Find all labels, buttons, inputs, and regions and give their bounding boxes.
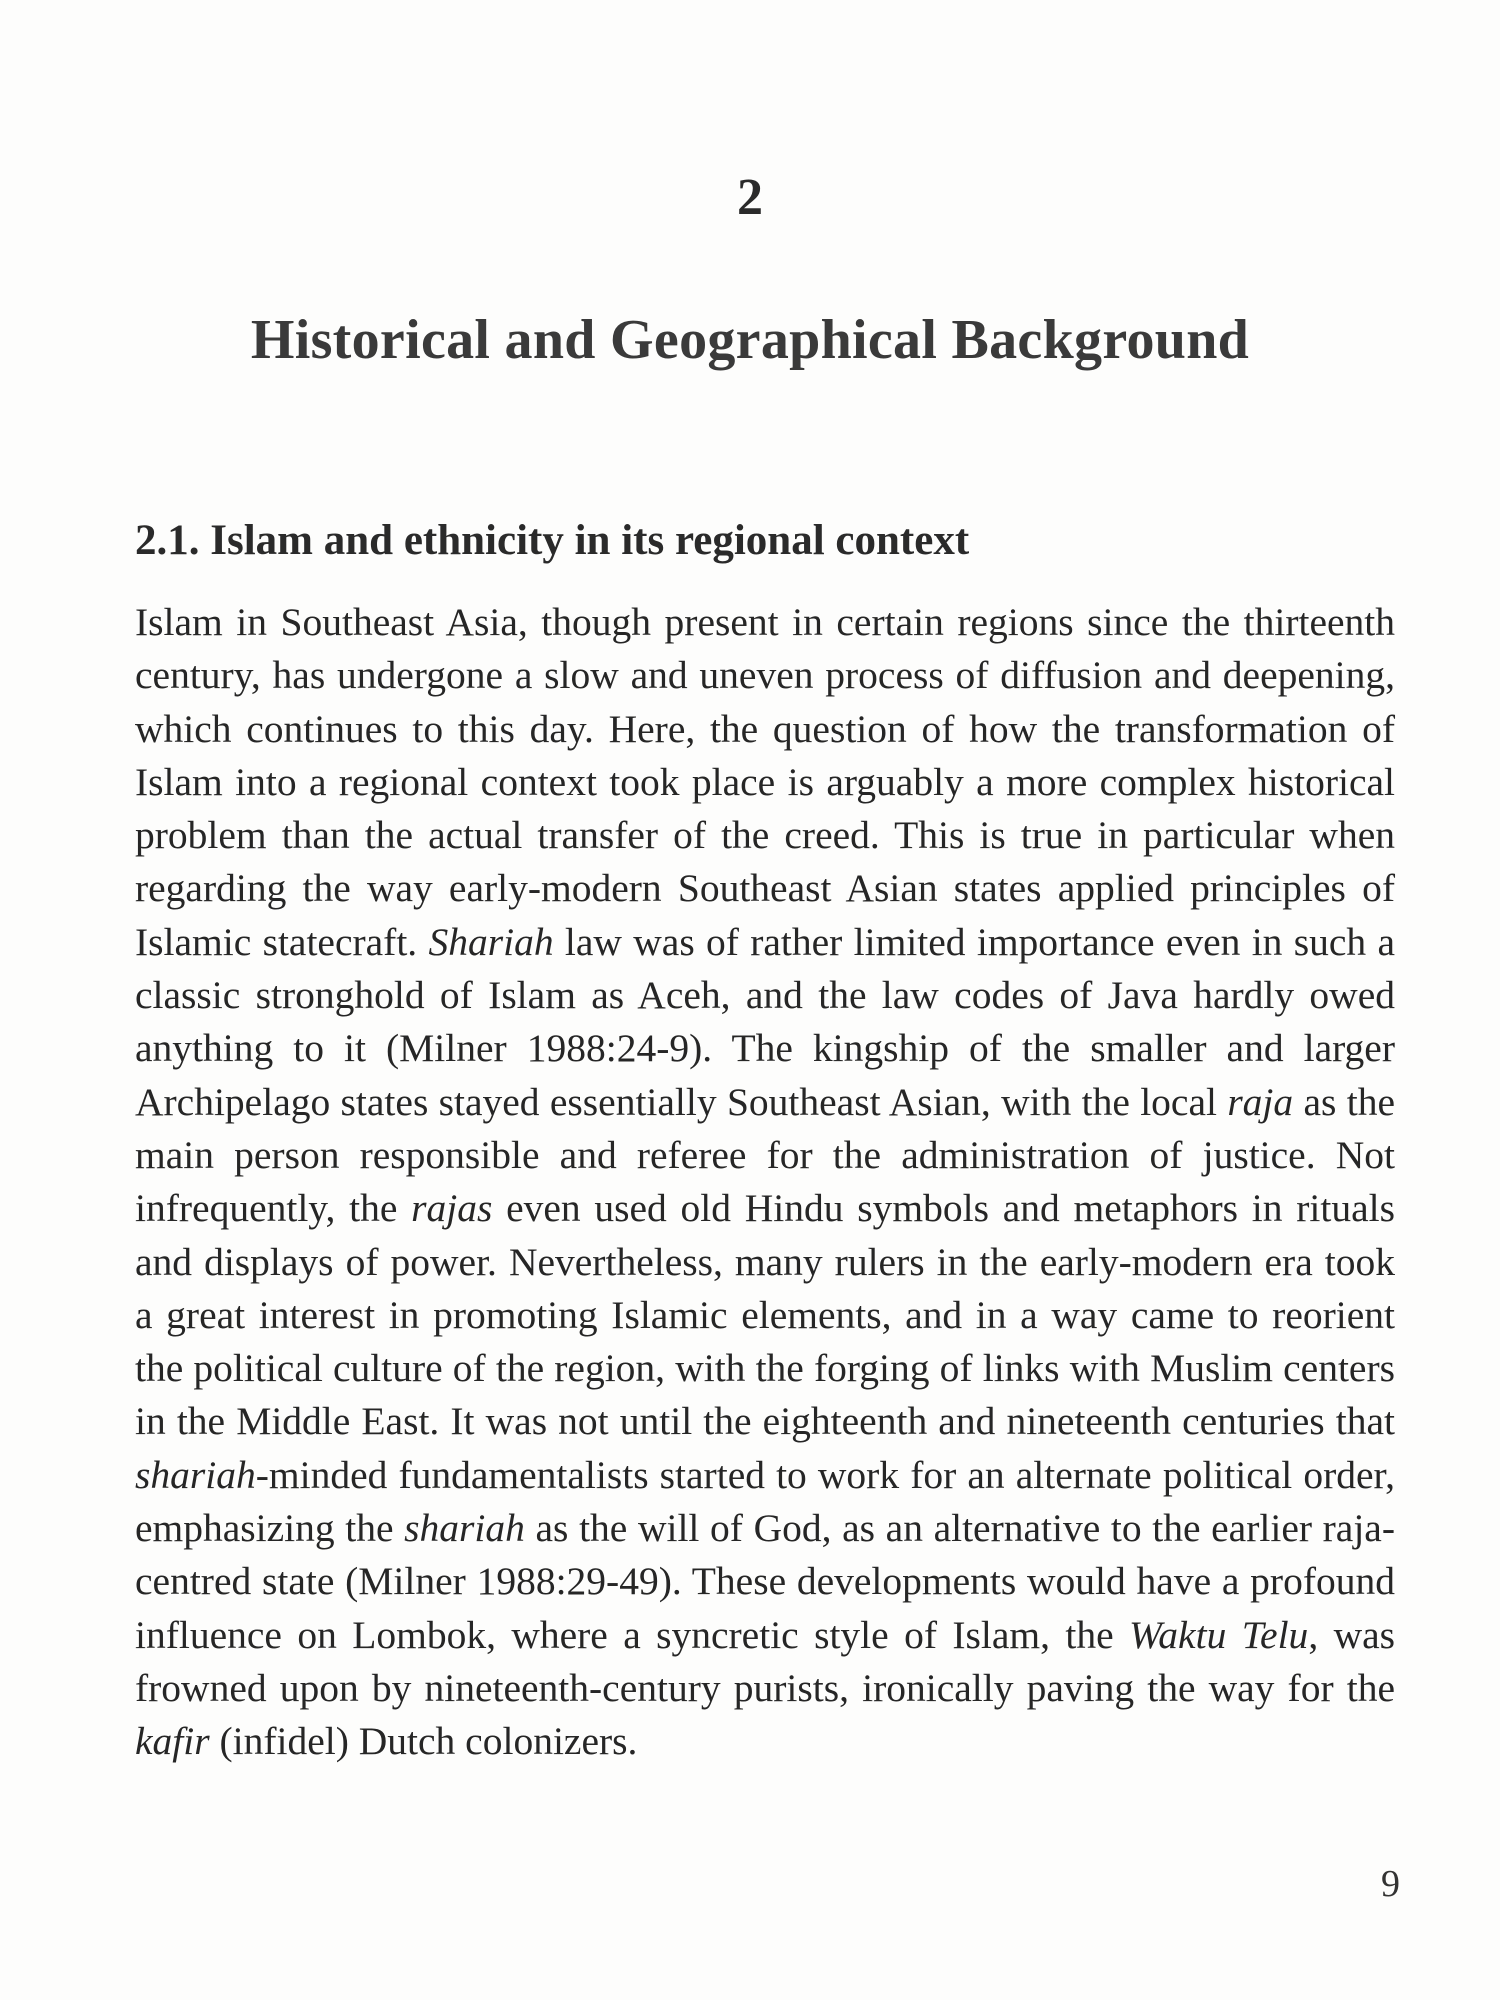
text-run: Islam in Southeast Asia, though present in certain regions since the thirteenth century, has undergone a slow and uneven process of diffusion and deepening, which continues to this day. Here, the question of how the transformation of Islam into a regional context took place is arguably a more complex historical problem than the actual transfer of the creed. This is true in particular when regarding the way early-modern Southeast Asian states applied principles of Islamic statecraft. bbox=[135, 600, 1395, 964]
page-number: 9 bbox=[1381, 1863, 1400, 1905]
italic-term: shariah bbox=[135, 1452, 256, 1497]
italic-term: kafir bbox=[135, 1719, 210, 1764]
text-run: as the will of God, as an alternative to the earlier raja-centred state (Milner 1988:29-49). These developments would have a profound influence on Lombok, where a syncretic style of Islam, the bbox=[135, 1506, 1395, 1657]
italic-term: raja bbox=[1227, 1079, 1294, 1124]
chapter-number: 2 bbox=[737, 169, 763, 226]
text-run: even used old Hindu symbols and metaphors in rituals and displays of power. Nevertheless, many rulers in the early-modern era took a great interest in promoting Islamic elements, and in a way came to reorient the political culture of the region, with the forging of links with Muslim centers in the Middle East. It was not until the eighteenth and nineteenth centuries that bbox=[135, 1186, 1395, 1444]
text-run: -minded fundamentalists started to work for an alternate political order, emphasizing the bbox=[135, 1452, 1395, 1551]
section-heading: 2.1. Islam and ethnicity in its regional context bbox=[135, 517, 970, 564]
italic-term: Waktu Telu bbox=[1129, 1612, 1309, 1657]
text-run: as the main person responsible and referee for the administration of justice. Not infrequently, the bbox=[135, 1079, 1395, 1231]
italic-term: Shariah bbox=[428, 919, 554, 964]
italic-term: shariah bbox=[404, 1506, 525, 1551]
italic-term: rajas bbox=[411, 1186, 493, 1231]
text-run: law was of rather limited importance even in such a classic stronghold of Islam as Aceh, and the law codes of Java hardly owed anything to it (Milner 1988:24-9). The kingship of the smaller and larger Archipelago states stayed essentially Southeast Asian, with the local bbox=[135, 919, 1395, 1124]
chapter-title: Historical and Geographical Background bbox=[250, 309, 1250, 371]
body-paragraph bbox=[135, 596, 1395, 1769]
text-run: , was frowned upon by nineteenth-century purists, ironically paving the way for the bbox=[135, 1612, 1396, 1710]
text-run: (infidel) Dutch colonizers. bbox=[209, 1719, 638, 1764]
